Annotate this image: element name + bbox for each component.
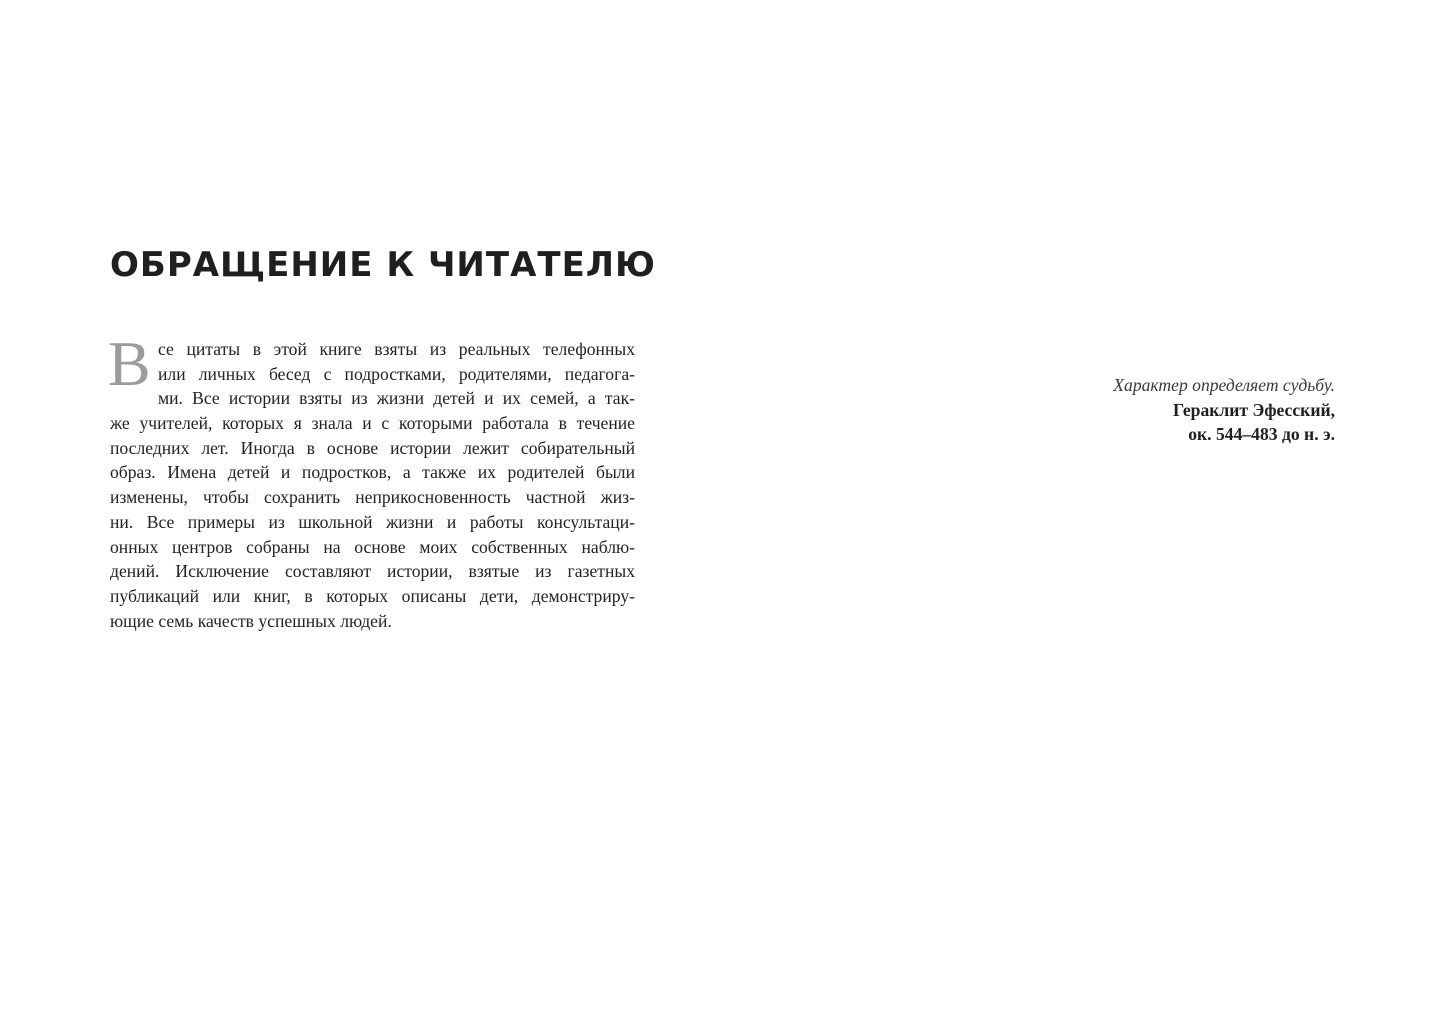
paragraph-line: же учителей, которых я знала и с которыми работала в течение: [110, 413, 635, 434]
epigraph-dates: ок. 544–483 до н. э.: [1188, 424, 1335, 445]
paragraph-line: ни. Все примеры из школьной жизни и работы консультаци-: [110, 511, 635, 532]
epigraph: [1113, 373, 1335, 447]
left-page: [0, 0, 722, 1033]
paragraph-line: публикаций или книг, в которых описаны дети, демонстриру-: [110, 585, 635, 606]
drop-cap: В: [108, 328, 151, 399]
page-heading: ОБРАЩЕНИЕ К ЧИТАТЕЛЮ: [110, 245, 656, 285]
paragraph-line: се цитаты в этой книге взяты из реальных телефонных: [158, 339, 635, 359]
paragraph-line: последних лет. Иногда в основе истории лежит собирательный: [110, 437, 635, 458]
paragraph-line: или личных бесед с подростками, родителями, педагога-: [158, 363, 635, 384]
paragraph-line: онных центров собраны на основе моих собственных наблю-: [110, 536, 635, 557]
paragraph-line: образ. Имена детей и подростков, а также их родителей были: [110, 462, 635, 483]
epigraph-author: Гераклит Эфесский,: [1173, 399, 1335, 420]
paragraph-line: дений. Исключение составляют истории, взятые из газетных: [110, 561, 635, 582]
paragraph-line: ми. Все истории взяты из жизни детей и их семей, а так-: [158, 388, 635, 409]
epigraph-quote: Характер определяет судьбу.: [1113, 375, 1335, 395]
paragraph-line: ющие семь качеств успешных людей.: [110, 610, 392, 631]
intro-paragraph: [108, 328, 635, 633]
paragraph-line: изменены, чтобы сохранить неприкосновенность частной жиз-: [110, 487, 635, 508]
right-page: [722, 0, 1445, 1033]
